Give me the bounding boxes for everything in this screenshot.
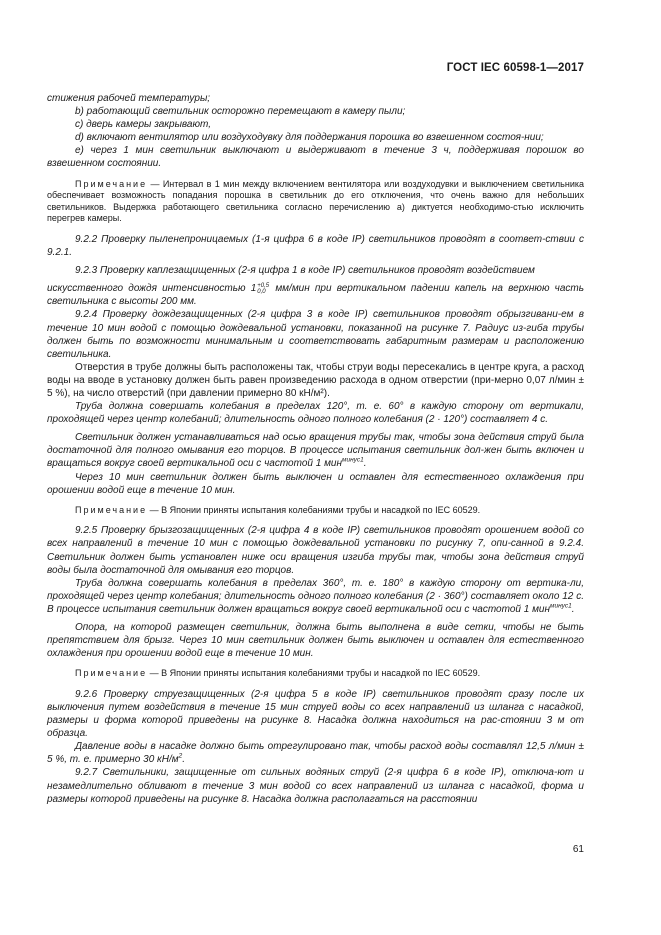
standard-header: ГОСТ IEC 60598-1—2017 <box>446 62 584 74</box>
note-2 <box>47 505 584 517</box>
frac-top: +0,5 <box>257 282 270 289</box>
paragraph <box>47 431 584 470</box>
clause-9-2-4: 9.2.4 Проверку дождезащищенных (2-я цифра 3 в коде IP) светильников проводят обрызгивани-ем в течение 10 мин водой с помощью дождевальной установки, показанной на рисунке 7. Радиус из-гиба трубы должен быть по возможности минимальным и соответствовать габаритным размерам и расположению светильника. <box>47 309 584 360</box>
paragraph <box>47 740 584 766</box>
note-1 <box>47 179 584 225</box>
text-run: . <box>363 458 367 470</box>
frac-bottom: 0,0 <box>257 288 266 295</box>
note-label: Примечание <box>75 668 148 679</box>
paragraph: Опора, на которой размещен светильник, должна быть выполнена в виде сетки, чтобы не быть препятствием для брызг. Через 10 мин светильник должен быть выключен и оставлен для естественного охлаждения при орошении водой еще в течение 10 мин. <box>47 621 584 660</box>
note-text: — В Японии приняты испытания колебаниями трубы и насадкой по IEC 60529. <box>147 668 481 679</box>
tolerance-fraction <box>257 283 269 295</box>
text-run: . <box>182 754 186 766</box>
superscript: 2 <box>178 752 183 760</box>
text-run: Давление воды в насадке должно быть отрегулировано так, чтобы расход воды составлял 12,5 л/мин ± 5 %, т. е. примерно 30 кН/м <box>47 741 584 766</box>
paragraph: Через 10 мин светильник должен быть выключен и оставлен для естественного охлаждения при орошении водой еще в течение 10 мин. <box>47 471 584 496</box>
clause-9-2-6: 9.2.6 Проверку струезащищенных (2-я цифра 5 в коде IP) светильников проводят сразу после их выключения путем воздействия в течение 15 мин струей воды со всех направлений из шланга с насадкой, размеры и форма которой приведены на рисунке 8. Насадка должна находиться на рас-стоянии 3 м от образца. <box>47 688 584 740</box>
note-text: — Интервал в 1 мин между включением вентилятора или воздуходувки и выключением светильника обеспечивает возможность попадания порошка в светильник до его отключения, что очень важно для небольших светильников. Выдержка работающего светильника согласно перечислению а) диктуется необходимо-стью исключить перегрев камеры. <box>47 178 584 224</box>
list-item-d: d) включают вентилятор или воздуходувку для поддержания порошка во взвешенном состоя-нии; <box>75 132 544 144</box>
paragraph: стижения рабочей температуры; <box>47 93 211 104</box>
note-label: Примечание <box>75 504 148 515</box>
superscript: минус1 <box>342 457 364 465</box>
clause-9-2-2: 9.2.2 Проверку пыленепроницаемых (1-я цифра 6 в коде IP) светильников проводят в соответ-ствии с 9.2.1. <box>47 233 584 259</box>
text-run: искусственного дождя интенсивностью 1 <box>47 283 257 295</box>
text-run: Труба должна совершать колебания в пределах 360°, т. е. 180° в каждую сторону от вертика-ли, проходящей через центр колебания; длительность одного полного колебания (2 · 360°) составляет около 12 с. В процессе испытания светильник должен вращаться вокруг своей вертикальной оси с частотой 1 мин <box>47 577 584 615</box>
note-label: Примечание <box>75 178 148 189</box>
superscript: минус1 <box>550 602 572 610</box>
text-run: . <box>571 603 575 615</box>
paragraph: Отверстия в трубе должны быть расположены так, чтобы струи воды пересекались в центре круга, а расход воды на вводе в установку должен быть равен произведению расхода в одном отверстии (при-мерно 0,07 л/мин ± 5 %), на число отверстий (при давлении примерно 80 кН/м²). <box>47 361 584 399</box>
page-number: 61 <box>572 844 584 855</box>
document-body <box>47 92 584 806</box>
list-item-e: e) через 1 мин светильник выключают и выдерживают в течение 3 ч, поддерживая порошок во взвешенном состоянии. <box>47 145 584 170</box>
list-item-b: b) работающий светильник осторожно перемещают в камеру пыли; <box>75 106 406 118</box>
paragraph <box>47 577 584 616</box>
clause-9-2-7: 9.2.7 Светильники, защищенные от сильных водяных струй (2-я цифра 6 в коде IP), отключа-ют и незамедлительно обливают в течение 3 мин водой со всех направлений из шланга с насадкой, форма и размеры которой приведены на рисунке 8. Насадка должна располагаться на расстоянии <box>47 767 584 805</box>
note-text: — В Японии приняты испытания колебаниями трубы и насадкой по IEC 60529. <box>147 504 481 515</box>
note-3 <box>47 668 584 680</box>
clause-9-2-3-cont <box>47 282 584 308</box>
list-item-c: c) дверь камеры закрывают, <box>75 119 212 131</box>
text-run: Светильник должен устанавливаться над осью вращения трубы так, чтобы зона действия струй была достаточной для полного омывания его торцов. В процессе испытания светильник дол-жен быть включен и вращаться вокруг своей вертикальной оси с частотой 1 мин <box>47 432 584 470</box>
text-run: мм/мин при вертикальном падении капель на верхнюю часть светильника с высоты 200 мм. <box>47 283 584 308</box>
clause-9-2-5: 9.2.5 Проверку брызгозащищенных (2-я цифра 4 в коде IP) светильников проводят орошением водой со всех направлений в течение 10 мин с помощью дождевальной установки по рисунку 7, опи-санной в 9.2.4. Светильник должен быть установлен ниже оси вращения изгиба трубы так, чтобы зона действия струй воды была достаточной для омывания его торцов. <box>47 525 584 576</box>
paragraph: Труба должна совершать колебания в пределах 120°, т. е. 60° в каждую сторону от вертикали, проходящей через центр колебаний; длительность одного полного колебания (2 · 120°) составляет 4 с. <box>47 401 584 426</box>
clause-9-2-3: 9.2.3 Проверку каплезащищенных (2-я цифра 1 в коде IP) светильников проводят воздействием <box>75 265 535 277</box>
